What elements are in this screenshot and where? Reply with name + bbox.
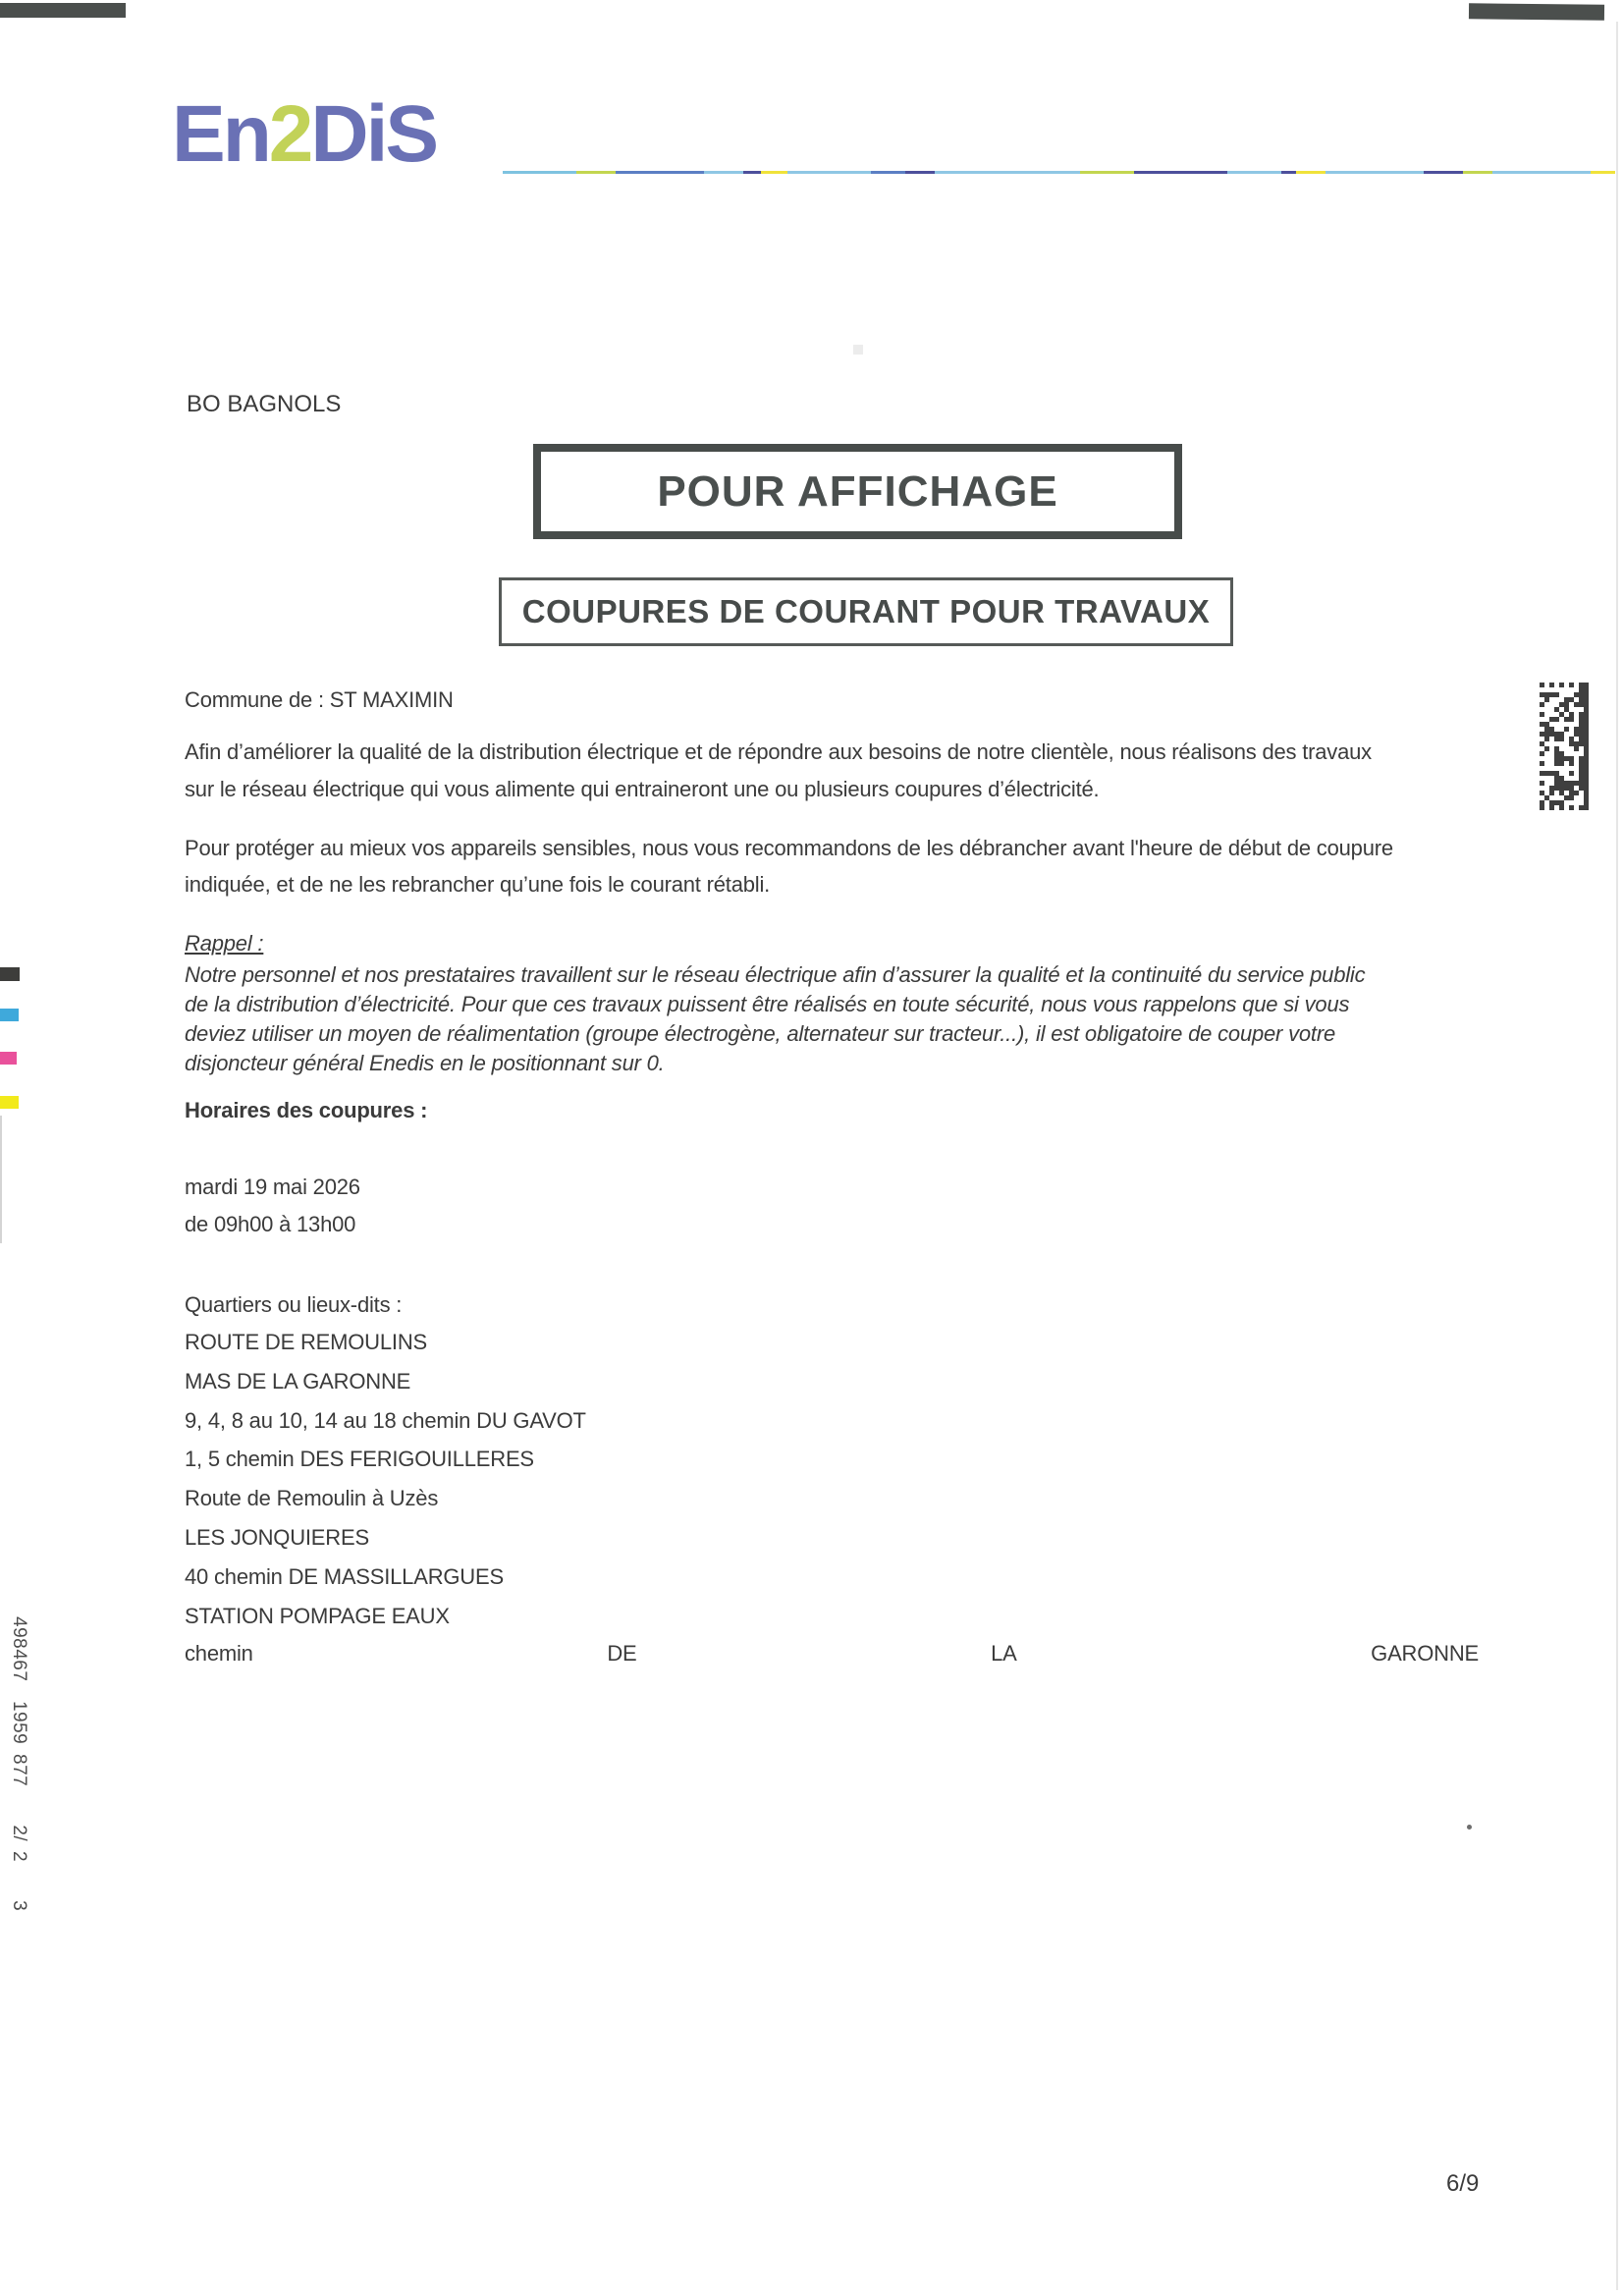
paragraph-line: deviez utiliser un moyen de réalimentation (groupe électrogène, alternateur sur tracteur...), il est obligatoire de couper votre	[185, 1021, 1336, 1046]
registration-mark-yellow	[0, 1096, 19, 1109]
subtitle-box	[499, 577, 1233, 646]
scan-speck	[853, 345, 863, 355]
quartier-item: ROUTE DE REMOULINS	[185, 1330, 427, 1354]
main-title: POUR AFFICHAGE	[657, 466, 1058, 516]
subtitle: COUPURES DE COURANT POUR TRAVAUX	[521, 593, 1211, 629]
paragraph-advice	[185, 836, 1393, 908]
quartier-item-justified	[185, 1641, 1479, 1667]
logo-text-blue: En	[172, 89, 269, 179]
datamatrix-barcode	[1540, 683, 1589, 810]
scan-artifact-strip-left	[0, 3, 126, 18]
quartier-item: 1, 5 chemin DES FERIGOUILLERES	[185, 1447, 534, 1472]
quartier-item: STATION POMPAGE EAUX	[185, 1603, 450, 1628]
justified-word: GARONNE	[1371, 1641, 1479, 1666]
rappel-paragraph	[185, 962, 1365, 1080]
registration-mark-magenta	[0, 1052, 17, 1065]
paragraph-line: indiquée, et de ne les rebrancher qu’une fois le courant rétabli.	[185, 872, 771, 897]
paragraph-line: de la distribution d’électricité. Pour que ces travaux puissent être réalisés en toute sécurité, nous vous rappelons que si vous	[185, 992, 1350, 1016]
print-reference-vertical: 498467 1959 877 2/ 2 3	[9, 1616, 29, 1912]
registration-mark-tail	[0, 1116, 2, 1243]
enedis-logo	[172, 89, 437, 179]
outage-time: de 09h00 à 13h00	[185, 1212, 356, 1236]
scan-artifact-strip-right	[1469, 3, 1604, 20]
commune-line: Commune de : ST MAXIMIN	[185, 687, 454, 712]
main-title-box	[533, 444, 1182, 539]
quartier-item: 9, 4, 8 au 10, 14 au 18 chemin DU GAVOT	[185, 1407, 586, 1433]
registration-mark-cyan	[0, 1009, 19, 1021]
horaires-heading: Horaires des coupures :	[185, 1098, 428, 1122]
quartier-item: 40 chemin DE MASSILLARGUES	[185, 1563, 504, 1589]
rappel-heading: Rappel :	[185, 931, 264, 956]
paragraph-line: Notre personnel et nos prestataires travaillent sur le réseau électrique afin d’assurer la qualité et la continuité du service public	[185, 962, 1366, 987]
quartiers-list	[185, 1330, 586, 1642]
paragraph-line: Afin d’améliorer la qualité de la distribution électrique et de répondre aux besoins de notre clientèle, nous réalisons des travaux	[185, 739, 1372, 764]
quartiers-heading: Quartiers ou lieux-dits :	[185, 1292, 403, 1317]
logo-text-green: 2	[268, 89, 311, 179]
justified-word: DE	[607, 1641, 637, 1666]
logo-text-blue: DiS	[310, 89, 437, 179]
quartier-item: Route de Remoulin à Uzès	[185, 1486, 439, 1511]
brand-divider-line	[503, 171, 1615, 174]
registration-mark-black	[0, 967, 20, 981]
outage-date: mardi 19 mai 2026	[185, 1175, 360, 1199]
paragraph-line: disjoncteur général Enedis en le positionnant sur 0.	[185, 1051, 665, 1075]
scan-speck	[1467, 1825, 1472, 1830]
paragraph-works	[185, 739, 1372, 814]
paragraph-line: Pour protéger au mieux vos appareils sensibles, nous vous recommandons de les débrancher avant l'heure de début de coupure	[185, 836, 1393, 860]
office-label: BO BAGNOLS	[187, 391, 342, 417]
quartier-item: MAS DE LA GARONNE	[185, 1368, 411, 1394]
page-number: 6/9	[1446, 2170, 1480, 2197]
quartier-item: LES JONQUIERES	[185, 1524, 369, 1550]
justified-word: chemin	[185, 1641, 253, 1666]
paragraph-line: sur le réseau électrique qui vous alimente qui entraineront une ou plusieurs coupures d’électricité.	[185, 777, 1100, 801]
scan-edge-shadow	[1616, 22, 1618, 2290]
justified-word: LA	[991, 1641, 1017, 1666]
